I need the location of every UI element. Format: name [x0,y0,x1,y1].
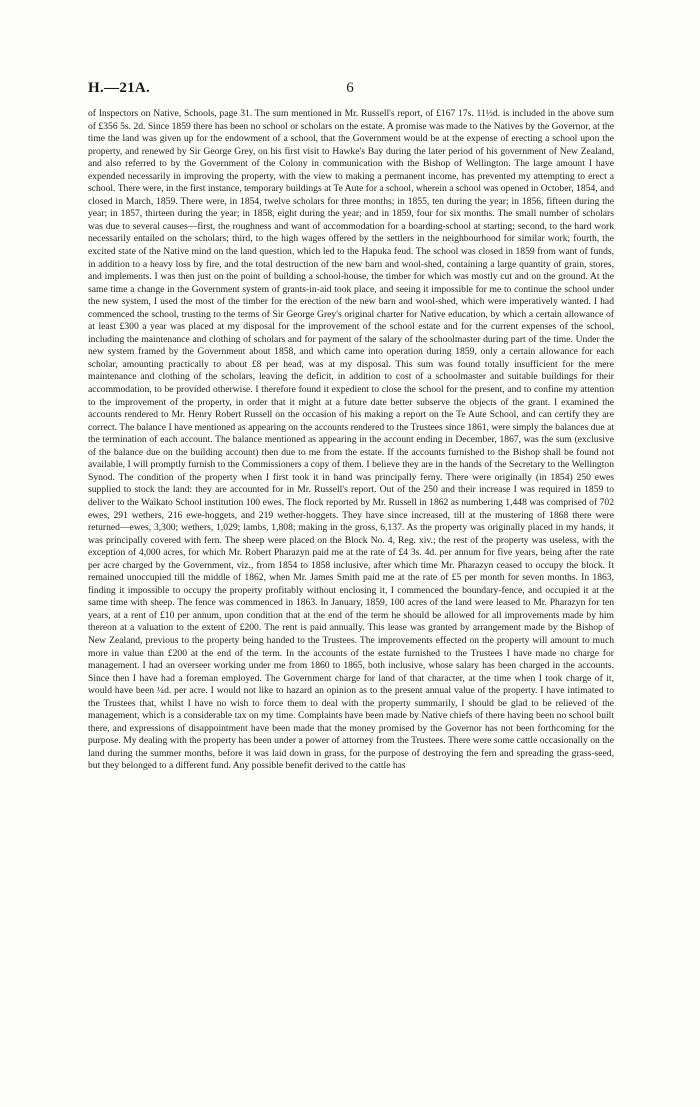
page-number: 6 [346,80,354,96]
page-header [88,80,612,102]
document-reference: H.—21A. [88,80,151,96]
body-text [88,108,614,773]
paragraph: of Inspectors on Native, Schools, page 31. The sum mentioned in Mr. Russell's report, of £167 17s. 11½d. is included in the above sum of £356 5s. 2d. Since 1859 there has been no school or scholars on the estate. A promise was made to the Natives by the Governor, at the time the land was given up for the endowment of a school, that the Government would be at the expense of erecting a school upon the property, and renewed by Sir George Grey, on his first visit to Hawke's Bay during the later period of his government of New Zealand, and also referred to by the Government of the Colony in communication with the Bishop of Wellington. The large amount I have expended necessarily in improving the property, with the view to making a permanent income, has prevented my attempting to erect a school. There were, in the first instance, temporary buildings at Te Aute for a school, wherein a school was opened in October, 1854, and closed in March, 1859. There were, in 1854, twelve scholars for three months; in 1855, ten during the year; in 1856, fifteen during the year; in 1857, thirteen during the year; in 1858, eight during the year; and in 1859, four for six months. The small number of scholars was due to several causes—first, the roughness and want of accommodation for a boarding-school at starting; second, to the hard work necessarily entailed on the scholars; third, to the high wages offered by the settlers in the neighbourhood for similar work; fourth, the excited state of the Native mind on the land question, which led to the Hapuka feud. The school was closed in 1859 from want of funds, in addition to a heavy loss by fire, and the total destruction of the new barn and wool-shed, containing a large quantity of grain, stores, and implements. I was then just on the point of building a school-house, the timber for which was mostly cut and on the ground. At the same time a change in the Government system of grants-in-aid took place, and seeing it impossible for me to continue the school under the new system, I used the most of the timber for the erection of the new barn and wool-shed, which were imperatively wanted. I had commenced the school, trusting to the terms of Sir George Grey's original charter for Native education, by which a certain allowance of at least £300 a year was placed at my disposal for the improvement of the school estate and for the current expenses of the school, including the maintenance and clothing of scholars and for payment of the salary of the schoolmaster during part of the time. Under the new system framed by the Government about 1858, and which came into operation during 1859, only a certain allowance for each scholar, amounting practically to about £8 per head, was at my disposal. This sum was found totally insufficient for the mere maintenance and clothing of the scholars, leaving the deficit, in addition to cost of a schoolmaster and suitable buildings for their accommodation, to be provided otherwise. I therefore found it expedient to close the school for the present, and to confine my attention to the improvement of the property, in order that it might at a future date better subserve the objects of the grant. I examined the accounts rendered to Mr. Henry Robert Russell on the occasion of his making a report on the Te Aute School, and can certify they are correct. The balance I have mentioned as appearing on the accounts rendered to the Trustees since 1861, were simply the balances due at the termination of each account. The balance mentioned as appearing in the account ending in December, 1867, was the sum (exclusive of the balance due on the building account) then due to me from the estate. If the accounts furnished to the Bishop shall be found not available, I will promptly furnish to the Commissioners a copy of them. I believe they are in the hands of the Secretary to the Wellington Synod. The condition of the property when I first took it in hand was principally ferny. There were originally (in 1854) 250 ewes supplied to stock the land: they are accounted for in Mr. Russell's report. Out of the 250 and their increase I was required in 1859 to deliver to the Waikato School institution 100 ewes. The flock reported by Mr. Russell in 1862 as numbering 1,448 was comprised of 702 ewes, 291 wethers, 216 ewe-hoggets, and 219 wether-hoggets. They have since increased, till at the mustering of 1868 there were returned—ewes, 3,300; wethers, 1,029; lambs, 1,808; making in the gross, 6,137. As the property was originally placed in my hands, it was principally covered with fern. The sheep were placed on the Block No. 4, Reg. xiv.; the rest of the property was useless, with the exception of 4,000 acres, for which Mr. Robert Pharazyn paid me at the rate of £4 3s. 4d. per annum for five years, being after the rate per acre charged by the Government, viz., from 1854 to 1858 inclusive, after which time Mr. Pharazyn ceased to occupy the block. It remained unoccupied till the middle of 1862, when Mr. James Smith paid me at the rate of £5 per month for seven months. In 1863, finding it impossible to occupy the property profitably without enclosing it, I commenced the boundary-fence, and occupied it at the same time with sheep. The fence was commenced in 1863. In January, 1859, 100 acres of the land were leased to Mr. Pharazyn for ten years, at a rent of £10 per annum, upon condition that at the end of the term he should be allowed for all improvements made by him thereon at a valuation to the extent of £200. The rent is paid annually. This lease was granted by arrangement made by the Bishop of New Zealand, previous to the property being handed to the Trustees. The improvements effected on the property will amount to much more in value than £200 at the end of the term. In the accounts of the estate furnished to the Trustees I have made no charge for management. I had an overseer working under me from 1860 to 1865, both inclusive, whose salary has been charged in the accounts. Since then I have had a foreman employed. The Government charge for land of that character, at the time when I took charge of it, would have been ¼d. per acre. I would not like to hazard an opinion as to the present annual value of the property. I have intimated to the Trustees that, whilst I have no wish to force them to deal with the property summarily, I should be glad to be relieved of the management, which is a considerable tax on my time. Complaints have been made by Native chiefs of there having been no school built there, and expressions of disappointment have been made that the money promised by the Governor has not been forthcoming for the purpose. My dealing with the property has been under a power of attorney from the Trustees. There were some cattle occasionally on the land during the summer months, before it was laid down in grass, for the purpose of destroying the fern and spreading the grass-seed, but they belonged to a different fund. Any possible benefit derived to the cattle has [88,108,614,772]
